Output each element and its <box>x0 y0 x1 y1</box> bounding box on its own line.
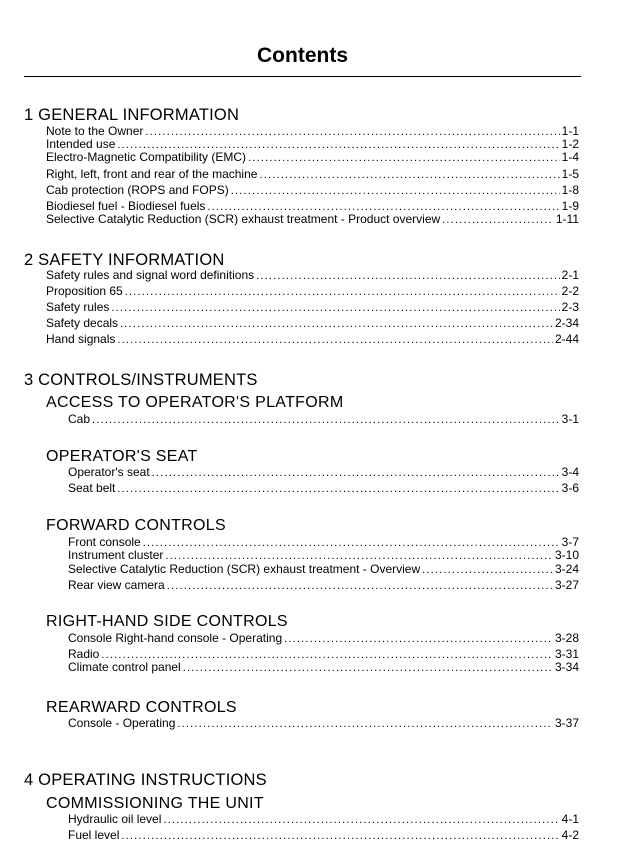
toc-entry-label: Rear view camera <box>68 578 165 592</box>
toc-entry[interactable] <box>68 660 579 674</box>
section-heading: FORWARD CONTROLS <box>46 517 226 534</box>
dot-leader <box>92 413 560 427</box>
title-divider <box>24 76 581 77</box>
toc-entry[interactable] <box>68 562 579 576</box>
toc-entry-label: Safety rules <box>46 300 110 314</box>
chapter-heading: 4 OPERATING INSTRUCTIONS <box>24 771 267 789</box>
toc-entry-label: Intended use <box>46 137 116 151</box>
toc-entry-label: Console Right-hand console - Operating <box>68 631 283 645</box>
toc-entry[interactable] <box>68 828 579 842</box>
toc-entry-label: Cab <box>68 412 91 426</box>
toc-entry-page: 3-28 <box>554 631 579 645</box>
toc-entry[interactable] <box>46 150 579 164</box>
toc-entry-page: 1-4 <box>561 150 579 164</box>
toc-entry-label: Safety decals <box>46 316 119 330</box>
toc-entry-label: Instrument cluster <box>68 548 164 562</box>
toc-entry-label: Cab protection (ROPS and FOPS) <box>46 183 229 197</box>
toc-entry-page: 3-4 <box>561 465 579 479</box>
toc-entry-label: Selective Catalytic Reduction (SCR) exhaust treatment - Product overview <box>46 212 441 226</box>
toc-entry-page: 2-34 <box>554 316 579 330</box>
toc-entry-page: 1-8 <box>561 183 579 197</box>
toc-entry[interactable] <box>68 578 579 592</box>
toc-entry[interactable] <box>46 124 579 138</box>
toc-entry-label: Selective Catalytic Reduction (SCR) exhaust treatment - Overview <box>68 562 421 576</box>
toc-entry-label: Hand signals <box>46 332 116 346</box>
toc-entry[interactable] <box>46 316 579 330</box>
section-heading: ACCESS TO OPERATOR'S PLATFORM <box>46 394 344 411</box>
toc-entry-page: 2-44 <box>554 332 579 346</box>
toc-entry[interactable] <box>46 183 579 197</box>
dot-leader <box>117 333 553 347</box>
toc-entry-label: Proposition 65 <box>46 284 123 298</box>
page-title: Contents <box>257 44 348 67</box>
dot-leader <box>163 813 559 827</box>
dot-leader <box>117 482 559 496</box>
dot-leader <box>125 285 560 299</box>
section-heading: COMMISSIONING THE UNIT <box>46 795 264 812</box>
toc-entry-label: Electro-Magnetic Compatibility (EMC) <box>46 150 247 164</box>
toc-entry[interactable] <box>68 535 579 549</box>
dot-leader <box>256 269 560 283</box>
toc-entry-page: 1-5 <box>561 167 579 181</box>
toc-entry[interactable] <box>68 412 579 426</box>
section-heading: REARWARD CONTROLS <box>46 699 237 716</box>
toc-entry-label: Note to the Owner <box>46 124 144 138</box>
toc-entry[interactable] <box>46 167 579 181</box>
toc-entry-page: 3-31 <box>554 647 579 661</box>
toc-entry[interactable] <box>46 212 579 226</box>
toc-entry-label: Climate control panel <box>68 660 181 674</box>
toc-entry[interactable] <box>46 268 579 282</box>
dot-leader <box>231 184 560 198</box>
toc-entry-page: 2-3 <box>561 300 579 314</box>
dot-leader <box>284 632 553 646</box>
toc-entry[interactable] <box>46 284 579 298</box>
toc-entry[interactable] <box>68 548 579 562</box>
dot-leader <box>120 317 553 331</box>
dot-leader <box>121 829 559 843</box>
toc-entry-page: 3-34 <box>554 660 579 674</box>
toc-entry-page: 4-2 <box>561 828 579 842</box>
chapter-heading: 2 SAFETY INFORMATION <box>24 251 225 269</box>
toc-entry-label: Seat belt <box>68 481 116 495</box>
toc-entry-page: 2-2 <box>561 284 579 298</box>
toc-entry-label: Safety rules and signal word definitions <box>46 268 255 282</box>
dot-leader <box>248 151 560 165</box>
toc-entry-label: Hydraulic oil level <box>68 812 162 826</box>
toc-entry-page: 4-1 <box>561 812 579 826</box>
toc-entry-label: Right, left, front and rear of the machine <box>46 167 258 181</box>
toc-entry-page: 3-24 <box>554 562 579 576</box>
toc-entry[interactable] <box>46 137 579 151</box>
dot-leader <box>167 579 553 593</box>
dot-leader <box>152 466 560 480</box>
toc-entry-label: Radio <box>68 647 100 661</box>
toc-entry[interactable] <box>68 481 579 495</box>
chapter-heading: 3 CONTROLS/INSTRUMENTS <box>24 371 258 389</box>
toc-entry-page: 3-6 <box>561 481 579 495</box>
toc-entry-page: 3-37 <box>554 716 579 730</box>
chapter-heading: 1 GENERAL INFORMATION <box>24 106 240 124</box>
toc-entry[interactable] <box>46 199 579 213</box>
toc-entry-page: 3-7 <box>561 535 579 549</box>
toc-entry-page: 1-1 <box>561 124 579 138</box>
toc-entry-label: Console - Operating <box>68 716 176 730</box>
toc-entry[interactable] <box>68 647 579 661</box>
toc-entry-page: 3-27 <box>554 578 579 592</box>
section-heading: OPERATOR'S SEAT <box>46 448 198 465</box>
toc-entry-page: 1-9 <box>561 199 579 213</box>
toc-entry-page: 3-1 <box>561 412 579 426</box>
toc-entry-label: Biodiesel fuel - Biodiesel fuels <box>46 199 206 213</box>
dot-leader <box>111 301 559 315</box>
toc-entry-page: 1-11 <box>555 212 579 226</box>
toc-entry[interactable] <box>68 631 579 645</box>
toc-entry[interactable] <box>46 300 579 314</box>
dot-leader <box>177 717 553 731</box>
toc-entry[interactable] <box>68 465 579 479</box>
toc-entry-label: Front console <box>68 535 141 549</box>
dot-leader <box>183 661 553 675</box>
toc-entry[interactable] <box>68 812 579 826</box>
toc-entry[interactable] <box>68 716 579 730</box>
toc-entry[interactable] <box>46 332 579 346</box>
toc-entry-page: 3-10 <box>554 548 579 562</box>
toc-entry-page: 2-1 <box>561 268 579 282</box>
dot-leader <box>259 168 559 182</box>
dot-leader <box>165 549 553 563</box>
toc-entry-page: 1-2 <box>561 137 579 151</box>
toc-entry-label: Operator's seat <box>68 465 150 479</box>
dot-leader <box>422 563 553 577</box>
section-heading: RIGHT-HAND SIDE CONTROLS <box>46 613 288 630</box>
dot-leader <box>442 213 554 227</box>
toc-entry-label: Fuel level <box>68 828 120 842</box>
